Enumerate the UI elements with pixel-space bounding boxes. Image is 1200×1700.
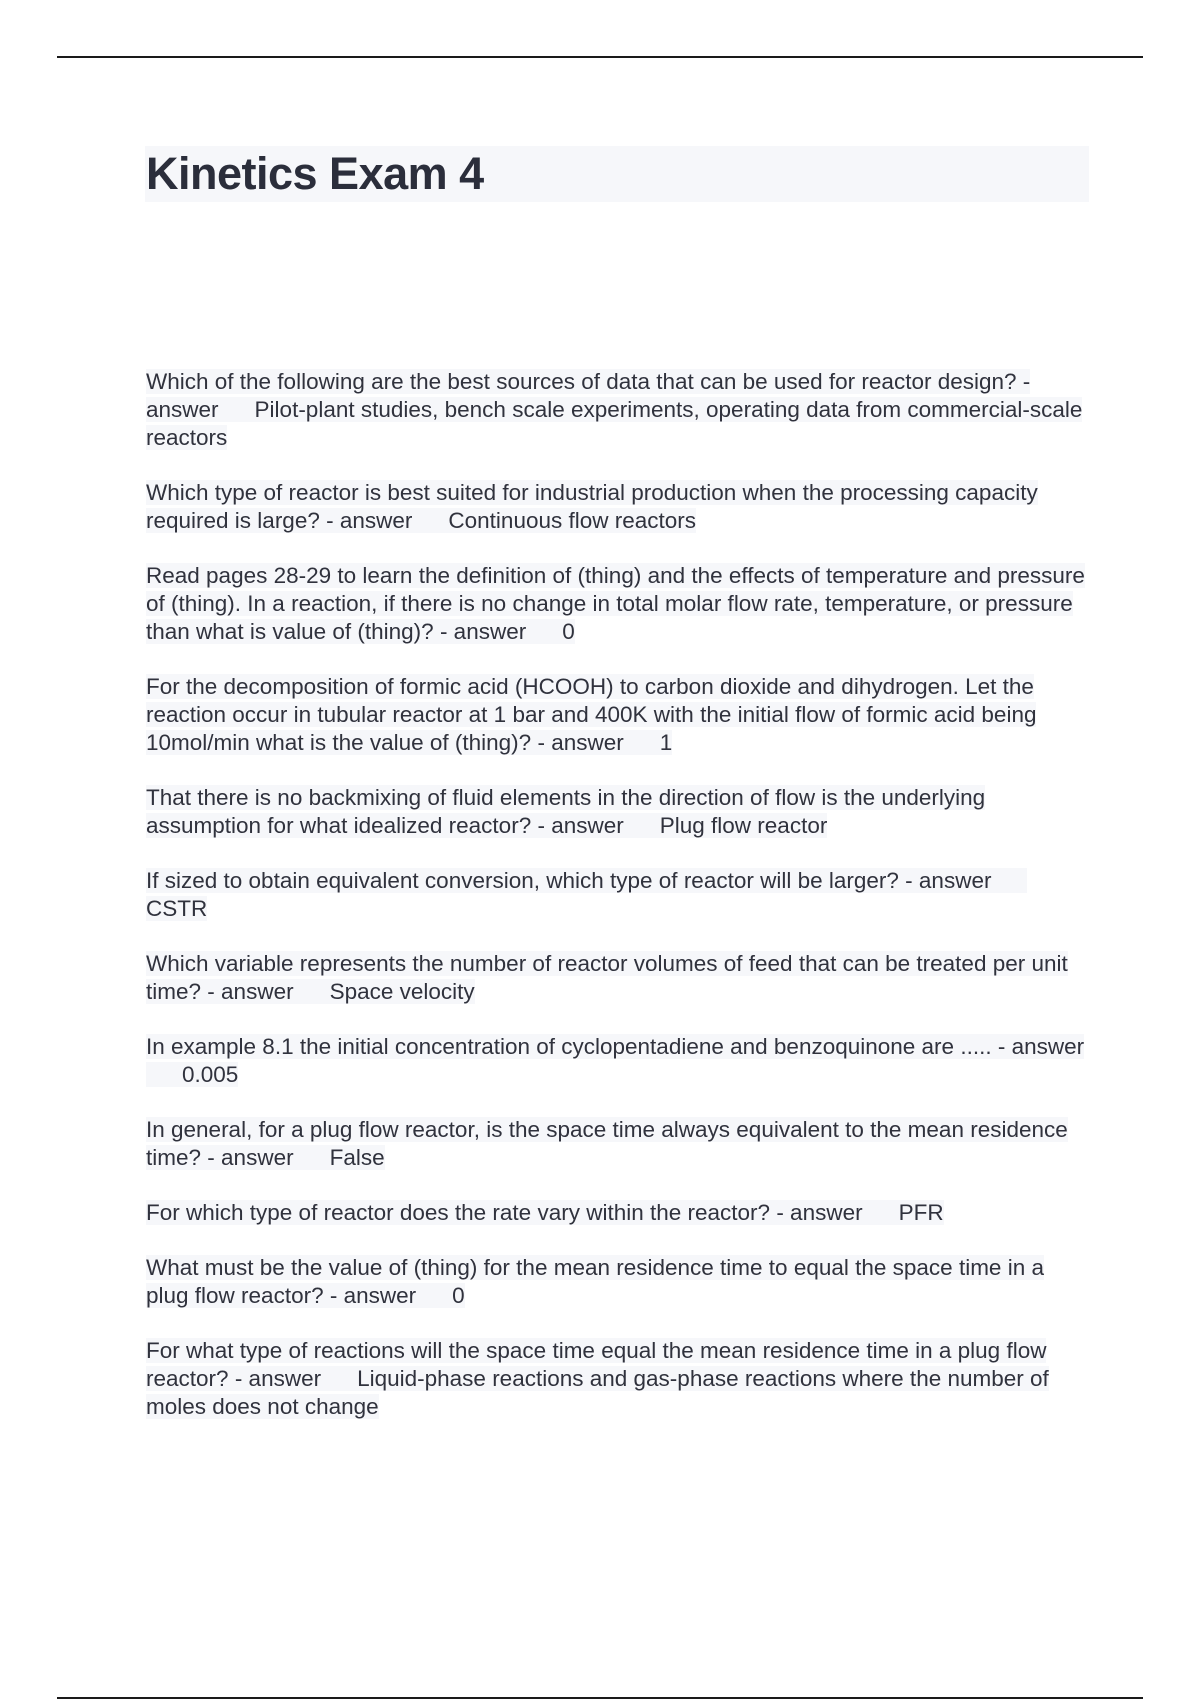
qa-item [146, 1337, 1086, 1421]
answer-marker: - answer [326, 508, 413, 533]
answer-text: False [329, 1145, 385, 1170]
answer-text: 0 [562, 619, 575, 644]
question-text: Which variable represents the number of reactor volumes of feed that can be treated per unit time? [146, 951, 1068, 1004]
qa-item [146, 479, 1086, 535]
qa-item [146, 562, 1086, 646]
qa-item [146, 368, 1086, 452]
answer-marker: - answer [207, 1145, 294, 1170]
answer-marker: - answer [439, 619, 527, 644]
answer-marker: - answer [776, 1200, 863, 1225]
answer-text: Continuous flow reactors [448, 508, 697, 533]
question-text: For the decomposition of formic acid (HCOOH) to carbon dioxide and dihydrogen. Let the reaction occur in tubular reactor at 1 bar and 400K with the initial flow of formic acid being 10mol/min what is the value of (thing)? [146, 674, 1037, 755]
answer-text: CSTR [146, 896, 208, 921]
answer-marker: - answer [207, 979, 294, 1004]
qa-list [146, 368, 1086, 1448]
question-text: In example 8.1 the initial concentration of cyclopentadiene and benzoquinone are ..... [146, 1034, 992, 1059]
question-text: For which type of reactor does the rate vary within the reactor? [146, 1200, 771, 1225]
qa-item [146, 1254, 1086, 1310]
answer-text: 1 [659, 730, 673, 755]
qa-item [146, 784, 1086, 840]
question-text: That there is no backmixing of fluid elements in the direction of flow is the underlying assumption for what idealized reactor? [146, 785, 986, 838]
answer-marker: - answer [329, 1283, 417, 1308]
question-text: Which type of reactor is best suited for industrial production when the processing capacity required is large? [146, 480, 1038, 533]
question-text: If sized to obtain equivalent conversion, which type of reactor will be larger? [146, 868, 899, 893]
answer-text: Liquid-phase reactions and gas-phase reactions where the number of moles does not change [146, 1366, 1049, 1419]
question-text: What must be the value of (thing) for the mean residence time to equal the space time in a plug flow reactor? [146, 1255, 1044, 1308]
qa-item [146, 950, 1086, 1006]
qa-item [146, 1033, 1086, 1089]
answer-marker: - answer [905, 868, 992, 893]
answer-text: Pilot-plant studies, bench scale experiments, operating data from commercial-scale reactors [146, 397, 1083, 450]
qa-item [146, 1199, 1086, 1227]
answer-text: 0.005 [182, 1062, 239, 1087]
qa-item [146, 867, 1086, 923]
question-text: Which of the following are the best sources of data that can be used for reactor design? [146, 369, 1017, 394]
answer-text: Space velocity [329, 979, 475, 1004]
answer-marker: - answer [234, 1366, 322, 1391]
qa-item [146, 1116, 1086, 1172]
question-text: For what type of reactions will the space time equal the mean residence time in a plug flow reactor? [146, 1338, 1047, 1391]
bottom-divider [57, 1697, 1143, 1699]
answer-marker: - answer [537, 730, 624, 755]
qa-item [146, 673, 1086, 757]
answer-text: PFR [898, 1200, 944, 1225]
page-title: Kinetics Exam 4 [146, 148, 484, 199]
answer-marker: - answer [997, 1034, 1085, 1059]
answer-marker: - answer [537, 813, 624, 838]
answer-text: 0 [452, 1283, 465, 1308]
question-text: In general, for a plug flow reactor, is the space time always equivalent to the mean residence time? [146, 1117, 1068, 1170]
question-text: Read pages 28-29 to learn the definition of (thing) and the effects of temperature and pressure of (thing). In a reaction, if there is no change in total molar flow rate, temperature, or pressure than what is value of (thing)? [146, 563, 1085, 644]
answer-text: Plug flow reactor [659, 813, 828, 838]
top-divider [57, 56, 1143, 58]
answer-marker: - answer [146, 369, 1031, 422]
